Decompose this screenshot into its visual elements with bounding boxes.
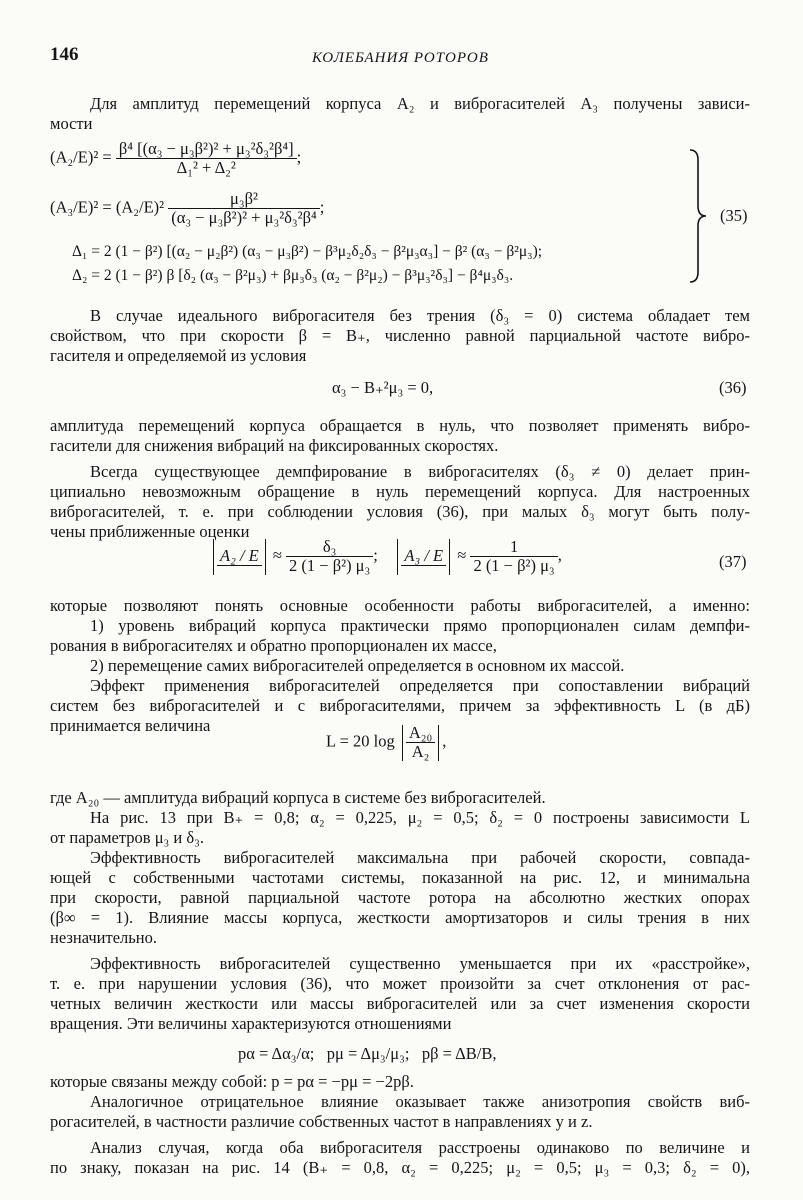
intro-line-1: Для амплитуд перемещений корпуса A₂ и виброгасителей A₃ получены зависи-	[90, 94, 750, 113]
para5-line-3: от параметров μ₃ и δ₃.	[50, 828, 205, 847]
eq35-1-denominator: Δ₁² + Δ₂²	[176, 158, 236, 177]
para3-line-4: чены приближенные оценки	[50, 522, 250, 541]
running-title: КОЛЕБАНИЯ РОТОРОВ	[312, 50, 489, 66]
para5-line-7: (β∞ = 1). Влияние массы корпуса, жесткости амортизаторов и силы трения в них	[50, 908, 750, 927]
eq35-2-lhs: (A₃/E)² = (A₂/E)²	[50, 197, 165, 217]
eq35-1-lhs: (A₂/E)² =	[50, 147, 112, 167]
para5-line-6: при скорости, равной парциальной частоте ротора на абсолютно жестких опорах	[50, 888, 750, 907]
para2-line-1: амплитуда перемещений корпуса обращается в нуль, что позволяет применять вибро-	[50, 416, 750, 435]
eq35-2-denominator: (α₃ − μ₃β²)² + μ₃²δ₃²β⁴	[171, 208, 317, 227]
equation-p: pα = Δα₃/α; pμ = Δμ₃/μ₃; pβ = ΔB/B,	[238, 1044, 497, 1063]
para5-line-4: Эффективность виброгасителей максимальна при рабочей скорости, совпада-	[90, 848, 750, 867]
equation-36-number: (36)	[719, 378, 747, 397]
eq37-sep: ;	[373, 545, 378, 565]
eq35-2-numerator: μ₃β²	[168, 190, 320, 209]
eq37-rel1: ≈	[272, 545, 282, 565]
eq37-den2: 2 (1 − β²) μ₃	[473, 556, 555, 575]
equation-L	[326, 724, 446, 761]
para3-line-1: Всегда существующее демпфирование в виброгасителях (δ₃ ≠ 0) делает прин-	[90, 462, 750, 481]
para5-line-5: ющей с собственными частотами системы, показанной на рис. 12, и минимальна	[50, 868, 750, 887]
para4-line-4: 2) перемещение самих виброгасителей определяется в основном их массой.	[90, 656, 625, 675]
para4-line-1: которые позволяют понять основные особенности работы виброгасителей, а именно:	[50, 596, 750, 615]
para4-line-5: Эффект применения виброгасителей определяется при сопоставлении вибраций	[90, 676, 750, 695]
para1-line-3: гасителя и определяемой из условия	[50, 346, 307, 365]
eq35-2-fraction	[168, 190, 320, 227]
para5-line-2: На рис. 13 при B₊ = 0,8; α₂ = 0,225, μ₂ = 0,5; δ₂ = 0 построены зависимости L	[90, 808, 750, 827]
para6-line-2: Аналогичное отрицательное влияние оказывает также анизотропия свойств виб-	[90, 1092, 750, 1111]
eqL-num: A₂₀	[406, 724, 435, 743]
para4-line-3: рования в виброгасителях и обратно пропорционален их массе,	[50, 636, 497, 655]
para5-line-12: вращения. Эти величины характеризуются отношениями	[50, 1014, 452, 1033]
equation-37-number: (37)	[719, 552, 747, 571]
para1-line-1: В случае идеального виброгасителя без трения (δ₃ = 0) система обладает тем	[90, 306, 750, 325]
eq37-lhs2-text: A₃ / E	[401, 547, 446, 566]
para6-line-1: которые связаны между собой: p = pα = −pμ = −2pβ.	[50, 1072, 414, 1091]
equation-35-number: (35)	[720, 206, 748, 225]
eq37-frac1	[286, 538, 373, 575]
para5-line-8: незначительно.	[50, 928, 157, 947]
para3-line-3: виброгасителей, т. е. при соблюдении условия (36), при малых δ₃ могут быть полу-	[50, 502, 750, 521]
para2-line-2: гасители для снижения вибраций на фиксированных скоростях.	[50, 436, 499, 455]
intro-line-2: мости	[50, 114, 93, 133]
eq35-1-numerator: β⁴ [(α₃ − μ₃β²)² + μ₃²δ₃²β⁴]	[116, 140, 297, 159]
equation-35-line-1: (A₂/E)² = $\frac{\text{β⁴ [(α₃ − μ₃β²)² + μ₃²δ₃²β⁴]}}{\text{Δ₁² + Δ₂²}}$ ;	[50, 139, 302, 177]
eqL-den: A₂	[411, 742, 430, 761]
right-brace-icon	[688, 148, 708, 284]
page-number: 146	[50, 44, 79, 65]
equation-35-line-3: Δ₁ = 2 (1 − β²) [(α₂ − μ₂β²) (α₃ − μ₃β²) − β³μ₂δ₂δ₃ − β²μ₃α₃] − β² (α₃ − β²μ₃);	[72, 243, 543, 260]
equation-36: α₃ − B₊²μ₃ = 0,	[332, 378, 434, 397]
para5-line-10: т. е. при нарушении условия (36), что может произойти за счет отклонения от рас-	[50, 974, 750, 993]
eq37-lhs1	[217, 547, 262, 566]
equation-37	[210, 538, 562, 575]
para1-line-2: свойством, что при скорости β = B₊, численно равной парциальной частоте вибро-	[50, 326, 750, 345]
eq37-frac2	[470, 538, 557, 575]
para4-line-2: 1) уровень вибраций корпуса практически прямо пропорционален силам демпфи-	[90, 616, 750, 635]
para6-line-4: Анализ случая, когда оба виброгасителя расстроены одинаково по величине и	[90, 1138, 750, 1157]
eq37-num2: 1	[470, 538, 557, 557]
eq37-num1: δ₃	[286, 538, 373, 557]
para4-line-7: принимается величина	[50, 716, 211, 735]
eq35-1-fraction	[116, 140, 297, 177]
eq37-rel2: ≈	[457, 545, 467, 565]
equation-35-line-2: (A₃/E)² = (A₂/E)² $\frac{\text{μ₃β²}}{\text{(α₃ − μ₃β²)² + μ₃²δ₃²β⁴}}$ ;	[50, 189, 325, 227]
para5-line-9: Эффективность виброгасителей существенно уменьшается при их «расстройке»,	[90, 954, 750, 973]
eq37-den1: 2 (1 − β²) μ₃	[289, 556, 371, 575]
system-brace	[688, 148, 708, 289]
equation-35-line-4: Δ₂ = 2 (1 − β²) β [δ₂ (α₃ − β²μ₃) + βμ₃δ₃ (α₂ − β²μ₂) − β³μ₃²δ₃] − β⁴μ₃δ₃.	[72, 267, 514, 284]
eq37-lhs1-text: A₂ / E	[217, 547, 262, 566]
para6-line-5: по знаку, показан на рис. 14 (B₊ = 0,8, α₂ = 0,225; μ₂ = 0,5; μ₃ = 0,3; δ₂ = 0),	[50, 1158, 750, 1177]
eq37-end: ,	[557, 545, 562, 565]
para5-line-1: где A₂₀ — амплитуда вибраций корпуса в системе без виброгасителей.	[50, 788, 546, 807]
eqL-fraction	[406, 724, 435, 761]
para3-line-2: ципиально невозможным обращение в нуль перемещений корпуса. Для настроенных	[50, 482, 750, 501]
para5-line-11: четных величин жесткости или массы виброгасителей или за счет изменения скорости	[50, 994, 750, 1013]
para4-line-6: систем без виброгасителей и с виброгасителями, причем за эффективность L (в дБ)	[50, 696, 750, 715]
eqL-lhs: L = 20 log	[326, 731, 395, 751]
eq37-lhs2	[401, 547, 446, 566]
para6-line-3: рогасителей, в частности различие собственных частот в направлениях y и z.	[50, 1112, 593, 1131]
eqL-end: ,	[442, 731, 447, 751]
